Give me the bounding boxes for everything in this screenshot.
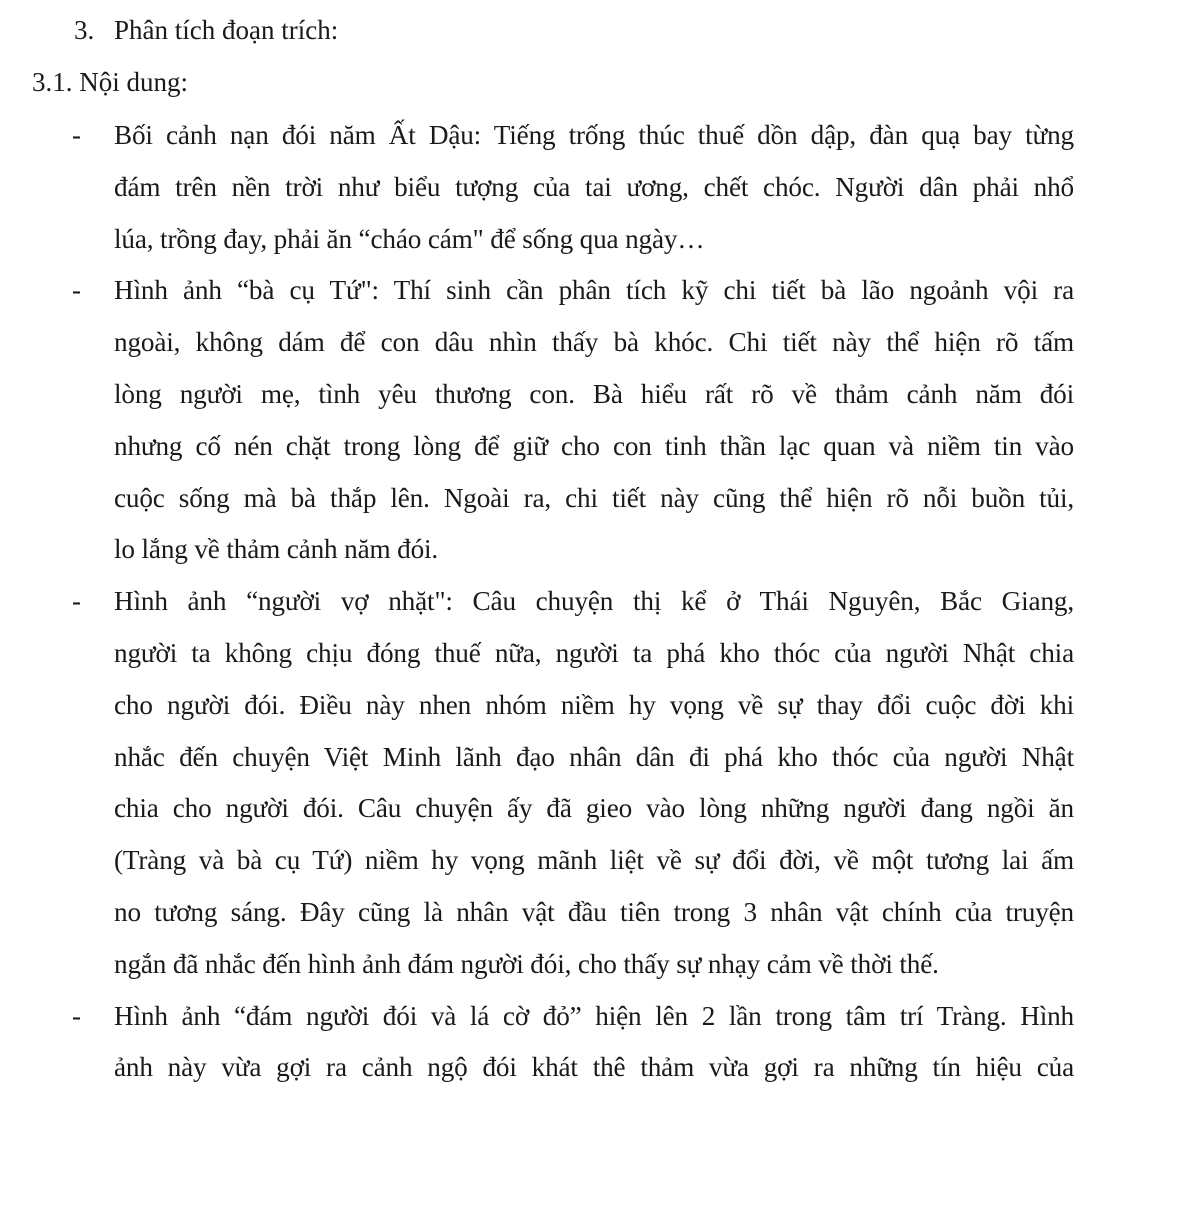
text-line: Hình ảnh “người vợ nhặt": Câu chuyện thị kể ở Thái Nguyên, Bắc Giang, [114,586,1074,617]
bullet-item [0,110,1200,265]
bullet-item [0,265,1200,576]
bullet-marker: - [72,586,81,617]
text-line: nhưng cố nén chặt trong lòng để giữ cho con tinh thần lạc quan và niềm tin vào [114,430,1074,461]
text-line: lúa, trồng đay, phải ăn “cháo cám" để sống qua ngày… [114,223,705,254]
text-line: Hình ảnh “bà cụ Tứ": Thí sinh cần phân tích kỹ chi tiết bà lão ngoảnh vội ra [114,275,1074,306]
text-line: ngắn đã nhắc đến hình ảnh đám người đói, cho thấy sự nhạy cảm về thời thế. [114,948,939,979]
bullet-text [114,576,1074,990]
text-line: cho người đói. Điều này nhen nhóm niềm hy vọng về sự thay đổi cuộc đời khi [114,689,1074,720]
section-heading [74,8,338,52]
text-line: (Tràng và bà cụ Tứ) niềm hy vọng mãnh liệt về sự đổi đời, về một tương lai ấm [114,845,1074,876]
text-line: Hình ảnh “đám người đói và lá cờ đỏ” hiện lên 2 lần trong tâm trí Tràng. Hình [114,1000,1074,1031]
bullet-text [114,110,1074,265]
text-line: lo lắng về thảm cảnh năm đói. [114,534,439,565]
bullet-item [0,991,1200,1095]
text-line: lòng người mẹ, tình yêu thương con. Bà hiểu rất rõ về thảm cảnh năm đói [114,378,1074,409]
text-line: Bối cảnh nạn đói năm Ất Dậu: Tiếng trống thúc thuế dồn dập, đàn quạ bay từng [114,120,1074,150]
text-line: no tương sáng. Đây cũng là nhân vật đầu tiên trong 3 nhân vật chính của truyện [114,896,1074,927]
text-line: ảnh này vừa gợi ra cảnh ngộ đói khát thê thảm vừa gợi ra những tín hiệu của [114,1052,1074,1083]
text-line: cuộc sống mà bà thắp lên. Ngoài ra, chi tiết này cũng thể hiện rõ nỗi buồn tủi, [114,482,1074,513]
text-line: chia cho người đói. Câu chuyện ấy đã gieo vào lòng những người đang ngồi ăn [114,793,1074,824]
text-line: người ta không chịu đóng thuế nữa, người ta phá kho thóc của người Nhật chia [114,637,1074,668]
section-title: Phân tích đoạn trích: [114,15,339,45]
bullet-item [0,576,1200,990]
bullet-marker: - [72,1000,81,1031]
bullet-text [114,991,1074,1095]
bullet-marker: - [72,275,81,306]
subsection-heading: 3.1. Nội dung: [32,67,189,97]
text-line: đám trên nền trời như biểu tượng của tai ương, chết chóc. Người dân phải nhổ [114,171,1074,202]
text-line: nhắc đến chuyện Việt Minh lãnh đạo nhân dân đi phá kho thóc của người Nhật [114,741,1074,772]
bullet-text [114,265,1074,576]
section-number: 3. [74,15,95,45]
bullet-marker: - [72,120,81,150]
bullet-list [0,110,1200,1094]
text-line: ngoài, không dám để con dâu nhìn thấy bà khóc. Chi tiết này thể hiện rõ tấm [114,327,1074,358]
